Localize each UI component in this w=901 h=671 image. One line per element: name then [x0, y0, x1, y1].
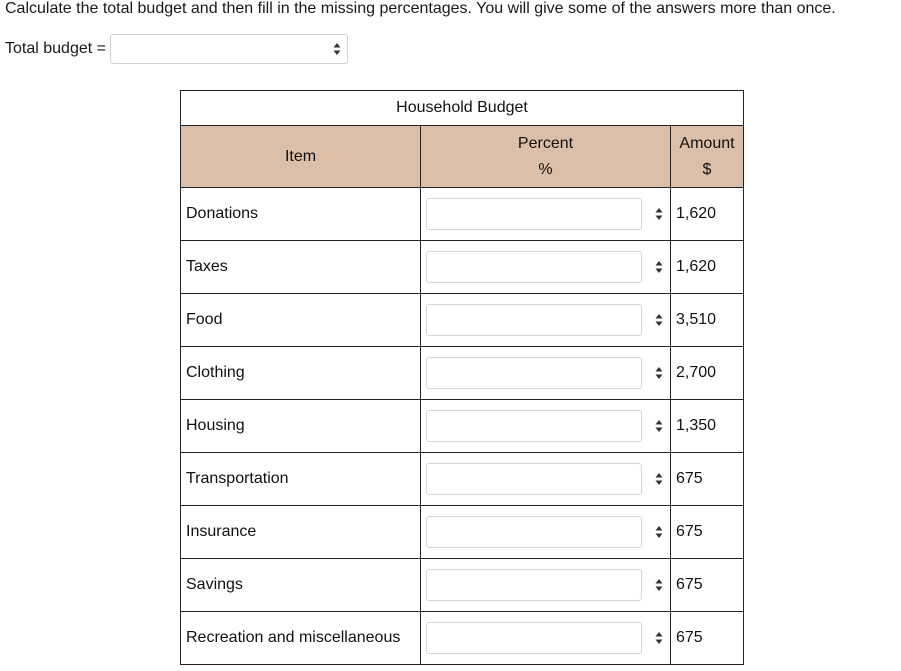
amount-cell: 675 [671, 612, 744, 665]
table-row [181, 347, 744, 400]
percent-dropdown[interactable] [426, 463, 642, 495]
up-down-arrows-icon [654, 260, 664, 274]
amount-cell: 675 [671, 506, 744, 559]
table-row [181, 506, 744, 559]
up-down-arrows-icon [654, 207, 664, 221]
percent-dropdown[interactable] [426, 516, 642, 548]
table-title: Household Budget [181, 91, 744, 126]
total-budget-dropdown[interactable] [110, 34, 348, 64]
table-row [181, 612, 744, 665]
amount-cell: 1,620 [671, 241, 744, 294]
header-percent-unit: % [538, 160, 553, 178]
total-budget-row [5, 34, 348, 64]
table-row [181, 188, 744, 241]
percent-cell [421, 559, 671, 612]
table-row [181, 559, 744, 612]
up-down-arrows-icon [654, 578, 664, 592]
amount-cell: 2,700 [671, 347, 744, 400]
amount-cell: 1,350 [671, 400, 744, 453]
percent-dropdown[interactable] [426, 410, 642, 442]
header-item-label: Item [284, 147, 317, 165]
item-cell: Housing [181, 400, 421, 453]
percent-cell [421, 241, 671, 294]
up-down-arrows-icon [654, 419, 664, 433]
amount-cell: 3,510 [671, 294, 744, 347]
percent-cell [421, 294, 671, 347]
table-row [181, 453, 744, 506]
item-cell: Insurance [181, 506, 421, 559]
amount-cell: 675 [671, 559, 744, 612]
item-cell: Transportation [181, 453, 421, 506]
table-row [181, 400, 744, 453]
header-percent [421, 126, 671, 188]
percent-dropdown[interactable] [426, 198, 642, 230]
amount-cell: 1,620 [671, 188, 744, 241]
percent-cell [421, 453, 671, 506]
item-cell: Savings [181, 559, 421, 612]
table-row [181, 241, 744, 294]
household-budget-table [180, 90, 744, 665]
percent-cell [421, 612, 671, 665]
percent-dropdown[interactable] [426, 569, 642, 601]
up-down-arrows-icon [654, 631, 664, 645]
percent-cell [421, 400, 671, 453]
header-amount-unit: $ [702, 160, 712, 178]
table-row [181, 294, 744, 347]
header-percent-label: Percent [517, 134, 574, 152]
percent-cell [421, 506, 671, 559]
item-cell: Taxes [181, 241, 421, 294]
percent-dropdown[interactable] [426, 304, 642, 336]
item-cell: Clothing [181, 347, 421, 400]
up-down-arrows-icon [654, 366, 664, 380]
header-amount [671, 126, 744, 188]
item-cell: Recreation and miscellaneous [181, 612, 421, 665]
percent-dropdown[interactable] [426, 357, 642, 389]
instructions-text: Calculate the total budget and then fill in the missing percentages. You will give some of the answers more than once. [5, 0, 836, 17]
total-budget-label: Total budget = [5, 40, 106, 57]
up-down-arrows-icon [654, 313, 664, 327]
item-cell: Donations [181, 188, 421, 241]
header-amount-label: Amount [679, 134, 735, 152]
amount-cell: 675 [671, 453, 744, 506]
up-down-arrows-icon [654, 472, 664, 486]
up-down-arrows-icon [332, 42, 342, 56]
up-down-arrows-icon [654, 525, 664, 539]
percent-dropdown[interactable] [426, 622, 642, 654]
percent-cell [421, 188, 671, 241]
header-item [181, 126, 421, 188]
percent-cell [421, 347, 671, 400]
item-cell: Food [181, 294, 421, 347]
percent-dropdown[interactable] [426, 251, 642, 283]
